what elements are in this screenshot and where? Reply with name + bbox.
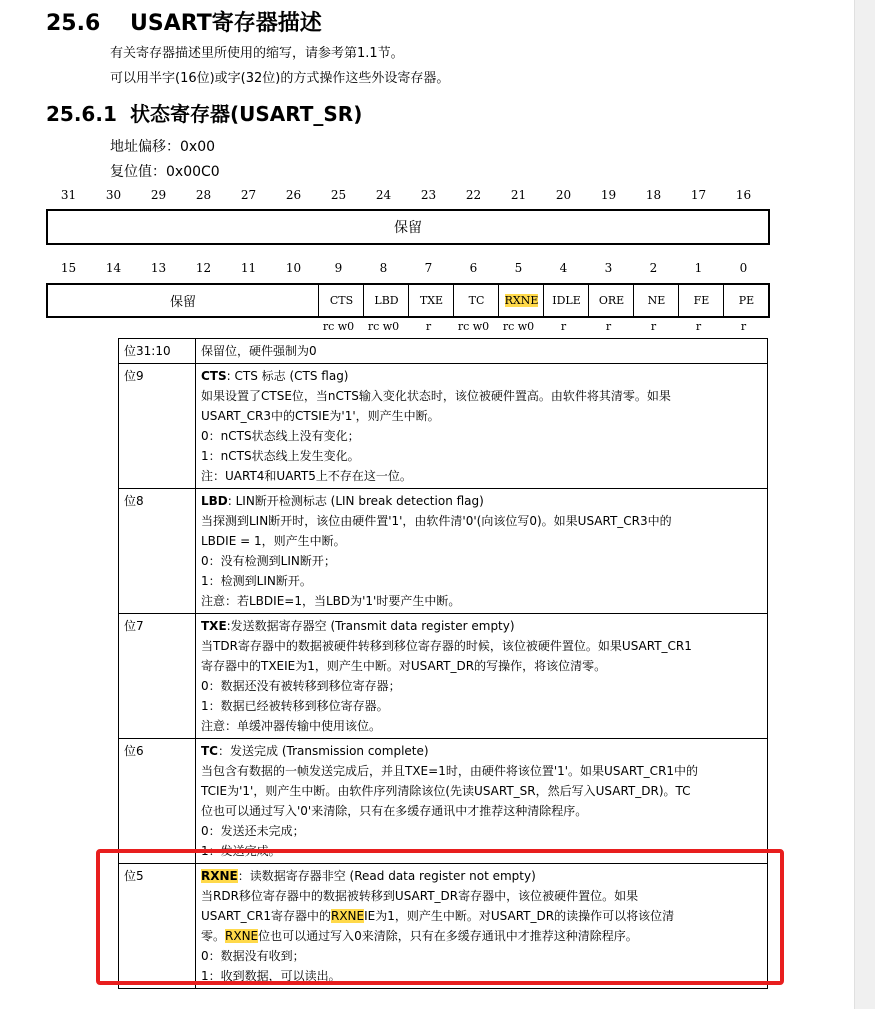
description-line: 当探测到LIN断开时，该位由硬件置'1'，由软件清'0'(向该位写0)。如果USART_CR3中的 [201, 514, 672, 528]
field-heading [201, 491, 762, 511]
field-cts [318, 285, 364, 316]
bit-number-12: 12 [195, 261, 212, 275]
field-name: LBD [201, 494, 228, 508]
bit-number-17: 17 [690, 188, 707, 202]
description-line: 1：收到数据，可以读出。 [201, 969, 341, 983]
field-label: PE [738, 294, 755, 307]
bit-number-27: 27 [240, 188, 257, 202]
section-heading [46, 6, 322, 37]
bit-range: 位8 [119, 489, 196, 614]
field-label: LBD [374, 294, 399, 307]
description-line: 当包含有数据的一帧发送完成后，并且TXE=1时，由硬件将该位置'1'。如果USART_CR1中的 [201, 764, 699, 778]
low-reserved-field [48, 285, 318, 316]
table-row [119, 614, 768, 739]
high-bit-numbers [46, 188, 768, 206]
description-line: 寄存器中的TXEIE为1，则产生中断。对USART_DR的写操作，将该位清零。 [201, 659, 607, 673]
address-offset: 地址偏移：0x00 [110, 139, 216, 155]
field-fe [678, 285, 724, 316]
bit-number-1: 1 [694, 261, 703, 275]
description-line: 1：检测到LIN断开。 [201, 574, 312, 588]
bit-number-26: 26 [285, 188, 302, 202]
bit-number-4: 4 [559, 261, 568, 275]
bit-number-22: 22 [465, 188, 482, 202]
description-line: 0：数据还没有被转移到移位寄存器； [201, 679, 401, 693]
description-line: TCIE为'1'，则产生中断。由软件序列清除该位(先读USART_SR，然后写入USART_DR)。TC [201, 784, 691, 798]
bit-number-20: 20 [555, 188, 572, 202]
field-lbd [363, 285, 409, 316]
description-line: 0：nCTS状态线上没有变化； [201, 429, 360, 443]
bit-description-table [118, 338, 768, 989]
bit-number-2: 2 [649, 261, 658, 275]
bit-number-14: 14 [105, 261, 122, 275]
bit-description [196, 339, 768, 364]
description-line: 零。RXNE位也可以通过写入0来清除，只有在多缓存通讯中才推荐这种清除程序。 [201, 929, 638, 943]
bit-description [196, 614, 768, 739]
subsection-title: 状态寄存器(USART_SR) [130, 102, 363, 126]
high-reserved-label: 保留 [394, 220, 422, 236]
bit-description [196, 864, 768, 989]
bit-description [196, 489, 768, 614]
bit-number-19: 19 [600, 188, 617, 202]
intro-line-2: 可以用半字(16位)或字(32位)的方式操作这些外设寄存器。 [110, 71, 450, 86]
access-type: rc w0 [322, 320, 355, 333]
bit-number-24: 24 [375, 188, 392, 202]
bit-description [196, 739, 768, 864]
scrollbar[interactable] [854, 0, 875, 1009]
field-heading [201, 866, 762, 886]
section-number: 25.6 [46, 11, 101, 36]
field-heading [201, 341, 762, 361]
description-line: 1：nCTS状态线上发生变化。 [201, 449, 360, 463]
access-type: r [650, 320, 657, 333]
bit-number-28: 28 [195, 188, 212, 202]
field-summary: ：读数据寄存器非空 (Read data register not empty) [237, 869, 536, 883]
bit-range: 位5 [119, 864, 196, 989]
subsection-number: 25.6.1 [46, 102, 117, 126]
field-heading [201, 366, 762, 386]
field-name: TC [201, 744, 218, 758]
intro-line-1: 有关寄存器描述里所使用的缩写，请参考第1.1节。 [110, 46, 404, 61]
description-line: 注意：若LBDIE=1，当LBD为'1'时要产生中断。 [201, 594, 461, 608]
field-summary: : CTS 标志 (CTS flag) [226, 369, 349, 383]
bit-number-5: 5 [514, 261, 523, 275]
field-rxne [498, 285, 544, 316]
description-line: 0：没有检测到LIN断开； [201, 554, 336, 568]
low-reserved-label: 保留 [169, 295, 196, 310]
description-line: 1：发送完成。 [201, 844, 281, 858]
field-heading [201, 616, 762, 636]
field-summary: :发送数据寄存器空 (Transmit data register empty) [226, 619, 515, 633]
bit-number-3: 3 [604, 261, 613, 275]
bit-number-6: 6 [469, 261, 478, 275]
bit-description [196, 364, 768, 489]
table-row [119, 339, 768, 364]
access-type: rc w0 [502, 320, 535, 333]
access-type: r [695, 320, 702, 333]
field-label: TXE [419, 294, 444, 307]
table-row [119, 489, 768, 614]
access-type: rc w0 [457, 320, 490, 333]
description-line: 0：数据没有收到； [201, 949, 305, 963]
access-type: r [560, 320, 567, 333]
table-row [119, 864, 768, 989]
description-line: 当TDR寄存器中的数据被硬件转移到移位寄存器的时候，该位被硬件置位。如果USART_CR1 [201, 639, 692, 653]
access-type: rc w0 [367, 320, 400, 333]
rxne-highlight: RXNE [225, 929, 259, 943]
field-label: ORE [598, 294, 625, 307]
field-summary: ：发送完成 (Transmission complete) [218, 744, 429, 758]
bit-number-9: 9 [334, 261, 343, 275]
field-ore [588, 285, 634, 316]
field-label: CTS [329, 294, 354, 307]
description-line: 注意：单缓冲器传输中使用该位。 [201, 719, 382, 733]
table-row [119, 739, 768, 864]
description-line: 如果设置了CTSE位，当nCTS输入变化状态时，该位被硬件置高。由软件将其清零。如果 [201, 389, 671, 403]
bit-number-10: 10 [285, 261, 302, 275]
description-line: 位也可以通过写入'0'来清除，只有在多缓存通讯中才推荐这种清除程序。 [201, 804, 588, 818]
bit-range: 位7 [119, 614, 196, 739]
bit-number-18: 18 [645, 188, 662, 202]
bit-number-31: 31 [60, 188, 77, 202]
description-line: 当RDR移位寄存器中的数据被转移到USART_DR寄存器中，该位被硬件置位。如果 [201, 889, 639, 903]
description-line: LBDIE = 1，则产生中断。 [201, 534, 346, 548]
field-pe [723, 285, 769, 316]
field-label: FE [693, 294, 710, 307]
field-ne [633, 285, 679, 316]
bit-number-11: 11 [240, 261, 257, 275]
register-high-half [46, 209, 770, 245]
description-line: 注：UART4和UART5上不存在这一位。 [201, 469, 412, 483]
description-line: USART_CR3中的CTSIE为'1'，则产生中断。 [201, 409, 440, 423]
bit-range: 位9 [119, 364, 196, 489]
field-label: IDLE [552, 294, 581, 307]
description-line: USART_CR1寄存器中的RXNEIE为1，则产生中断。对USART_DR的读操作可以将该位清 [201, 909, 675, 923]
description-line: 0：发送还未完成； [201, 824, 305, 838]
field-summary: : LIN断开检测标志 (LIN break detection flag) [227, 494, 484, 508]
field-summary: 保留位，硬件强制为0 [201, 344, 317, 358]
low-bit-numbers [46, 261, 768, 279]
bit-number-29: 29 [150, 188, 167, 202]
bit-number-13: 13 [150, 261, 167, 275]
bit-number-30: 30 [105, 188, 122, 202]
bit-number-23: 23 [420, 188, 437, 202]
bit-number-15: 15 [60, 261, 77, 275]
register-low-half [46, 283, 770, 318]
bit-number-8: 8 [379, 261, 388, 275]
reset-value: 复位值：0x00C0 [110, 164, 220, 180]
field-name: TXE [201, 619, 227, 633]
section-title: USART寄存器描述 [130, 11, 322, 36]
field-label: TC [468, 294, 485, 307]
bit-number-16: 16 [735, 188, 752, 202]
rxne-highlight: RXNE [330, 909, 365, 923]
subsection-heading [46, 98, 362, 127]
field-name: CTS [201, 369, 227, 383]
bit-number-25: 25 [330, 188, 347, 202]
access-types [46, 320, 768, 334]
table-row [119, 364, 768, 489]
field-idle [543, 285, 589, 316]
access-type: r [425, 320, 432, 333]
access-type: r [740, 320, 747, 333]
field-label: NE [647, 294, 666, 307]
field-txe [408, 285, 454, 316]
field-label: RXNE [504, 294, 539, 307]
access-type: r [605, 320, 612, 333]
bit-range: 位6 [119, 739, 196, 864]
field-heading [201, 741, 762, 761]
field-name: RXNE [201, 869, 238, 883]
bit-number-21: 21 [510, 188, 527, 202]
bit-number-7: 7 [424, 261, 433, 275]
bit-range: 位31:10 [119, 339, 196, 364]
bit-number-0: 0 [739, 261, 748, 275]
field-tc [453, 285, 499, 316]
description-line: 1：数据已经被转移到移位寄存器。 [201, 699, 389, 713]
